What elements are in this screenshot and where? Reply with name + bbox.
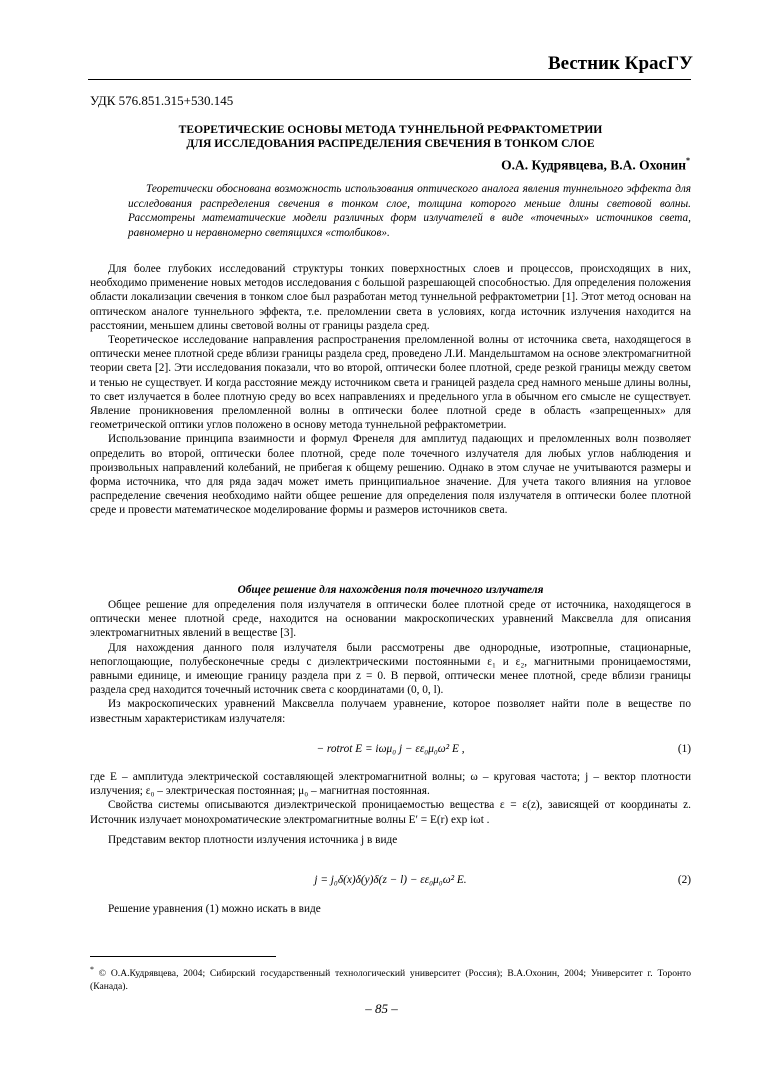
definitions-line: где E – амплитуда электрической составляющей электромагнитной волны; ω – круговая частота; j – вектор плотности излучения; ε₀ – электрическая постоянная; μ₀ – магнитная постоянная. <box>90 771 691 798</box>
udk-code: УДК 576.851.315+530.145 <box>90 93 234 108</box>
authors <box>400 153 690 174</box>
equation-1-expression: − rotrot E = iωμ₀ j − εε₀μ₀ω² E , <box>316 743 465 755</box>
title-line-2: ДЛЯ ИССЛЕДОВАНИЯ РАСПРЕДЕЛЕНИЯ СВЕЧЕНИЯ В ТОНКОМ СЛОЕ <box>186 136 595 150</box>
intro-paragraph-2: Теоретическое исследование направления распространения преломленной волны от источника света, находящегося в оптически менее плотной среде вблизи границы раздела сред, проведено Л.И. Мандельштамом на основе электромагнитной теории света [2]. Эти исследования показали, что во второй, оптически более плотной, среде резкой границы между светом и тенью не существует. И когда расстояние между источником света и границей раздела сред намного меньше длины волны, то свет излучается в более плотную среду во всех направлениях и предельного угла в обычном его смысле не существует. Явление проникновения преломленной волны в оптически более плотной среде в область «запрещенных» для геометрической оптики углов положено в основу метода туннельной рефрактометрии. <box>90 334 691 432</box>
journal-name: Вестник КрасГУ <box>547 53 693 74</box>
abstract: Теоретически обоснована возможность использования оптического аналога явления туннельного эффекта для исследования распределения свечения в тонком слое, толщина которого меньше длины световой волны. Рассмотрены математические модели различных форм излучателей в виде «точечных» источников света, равномерно и неравномерно светящихся «столбиков». <box>128 183 691 239</box>
title-line-1: ТЕОРЕТИЧЕСКИЕ ОСНОВЫ МЕТОДА ТУННЕЛЬНОЙ РЕФРАКТОМЕТРИИ <box>178 123 603 136</box>
section-paragraph-1: Общее решение для определения поля излучателя в оптически более плотной среде от источника, находящегося в оптически менее плотной среде, находится на основании макроскопических уравнений Максвелла для описания электромагнитных явлений в веществе [3]. <box>90 599 691 640</box>
where-definitions <box>90 770 691 847</box>
author-footnote-mark: * <box>686 156 690 165</box>
representation-line: Представим вектор плотности излучения источника j в виде <box>108 833 398 846</box>
intro-paragraph-3: Использование принципа взаимности и формул Френеля для амплитуд падающих и преломленных волн позволяет определить во второй, оптически более плотной, среде поле точечного излучателя для любых углов наблюдения и произвольных направлений колебаний, не прибегая к общему решению. Однако в этом случае не учитываются размеры и форма источника, что для ряда задач может иметь принципиальное значение. Для учета такого влияния на угловое распределение свечения необходимо найти общее решение для определения поля излучателя в оптически более плотной среде и провести математическое моделирование формы и размеров источников света. <box>90 433 691 517</box>
equation-2-expression: j = j₀δ(x)δ(y)δ(z − l) − εε₀μ₀ω² E. <box>314 874 467 886</box>
footnote-mark: * <box>90 965 94 974</box>
author-names: О.А. Кудрявцева, В.А. Охонин <box>501 157 686 173</box>
article-title <box>90 123 691 150</box>
intro-paragraph-1: Для более глубоких исследований структуры тонких поверхностных слоев и процессов, происходящих в них, необходимо применение новых методов исследования с большой разрешающей способностью. Для определения положения области локализации свечения в тонком слое был разработан метод туннельной рефрактометрии [1]. Этот метод основан на оптическом аналоге туннельного эффекта, т.е. преломлении света в условиях, когда источник излучения находится на расстоянии, меньшем длины световой волны от границы раздела сред. <box>90 263 691 332</box>
properties-line: Свойства системы описываются диэлектрической проницаемостью вещества ε = ε(z), зависящей от координаты z. Источник излучает монохроматические электромагнитные волны E′ = E(r) exp iωt . <box>90 799 691 826</box>
section-body <box>90 598 691 726</box>
section-paragraph-2: Для нахождения данного поля излучателя были рассмотрены две однородные, изотропные, стационарные, непоглощающие, полубесконечные среды с диэлектрическими постоянными ε₁ и ε₂, магнитными проницаемостями, равными единице, и имеющие границу раздела при z = 0. В первой, оптически менее плотной, среде вблизи границы раздела сред находится точечный источник света с координатами (0, 0, l). <box>90 641 691 697</box>
equation-2-number: (2) <box>677 874 691 886</box>
section-paragraph-3: Из макроскопических уравнений Максвелла получаем уравнение, которое позволяет найти поле в веществе по известным характеристикам излучателя: <box>90 698 691 725</box>
equation-2 <box>90 873 691 891</box>
footnote <box>90 963 691 993</box>
footnote-rule <box>90 956 276 957</box>
equation-1-number: (1) <box>677 743 691 755</box>
page-number: – 85 – <box>365 1001 398 1016</box>
header-rule <box>88 79 691 80</box>
closing-line: Решение уравнения (1) можно искать в виде <box>108 903 321 915</box>
section-heading: Общее решение для нахождения поля точечного излучателя <box>237 584 544 596</box>
introduction <box>90 262 691 518</box>
footnote-text: © О.А.Кудрявцева, 2004; Сибирский государственный технологический университет (Россия); В.А.Охонин, 2004; Университет г. Торонто (Канада). <box>90 968 691 993</box>
equation-1 <box>90 742 691 760</box>
